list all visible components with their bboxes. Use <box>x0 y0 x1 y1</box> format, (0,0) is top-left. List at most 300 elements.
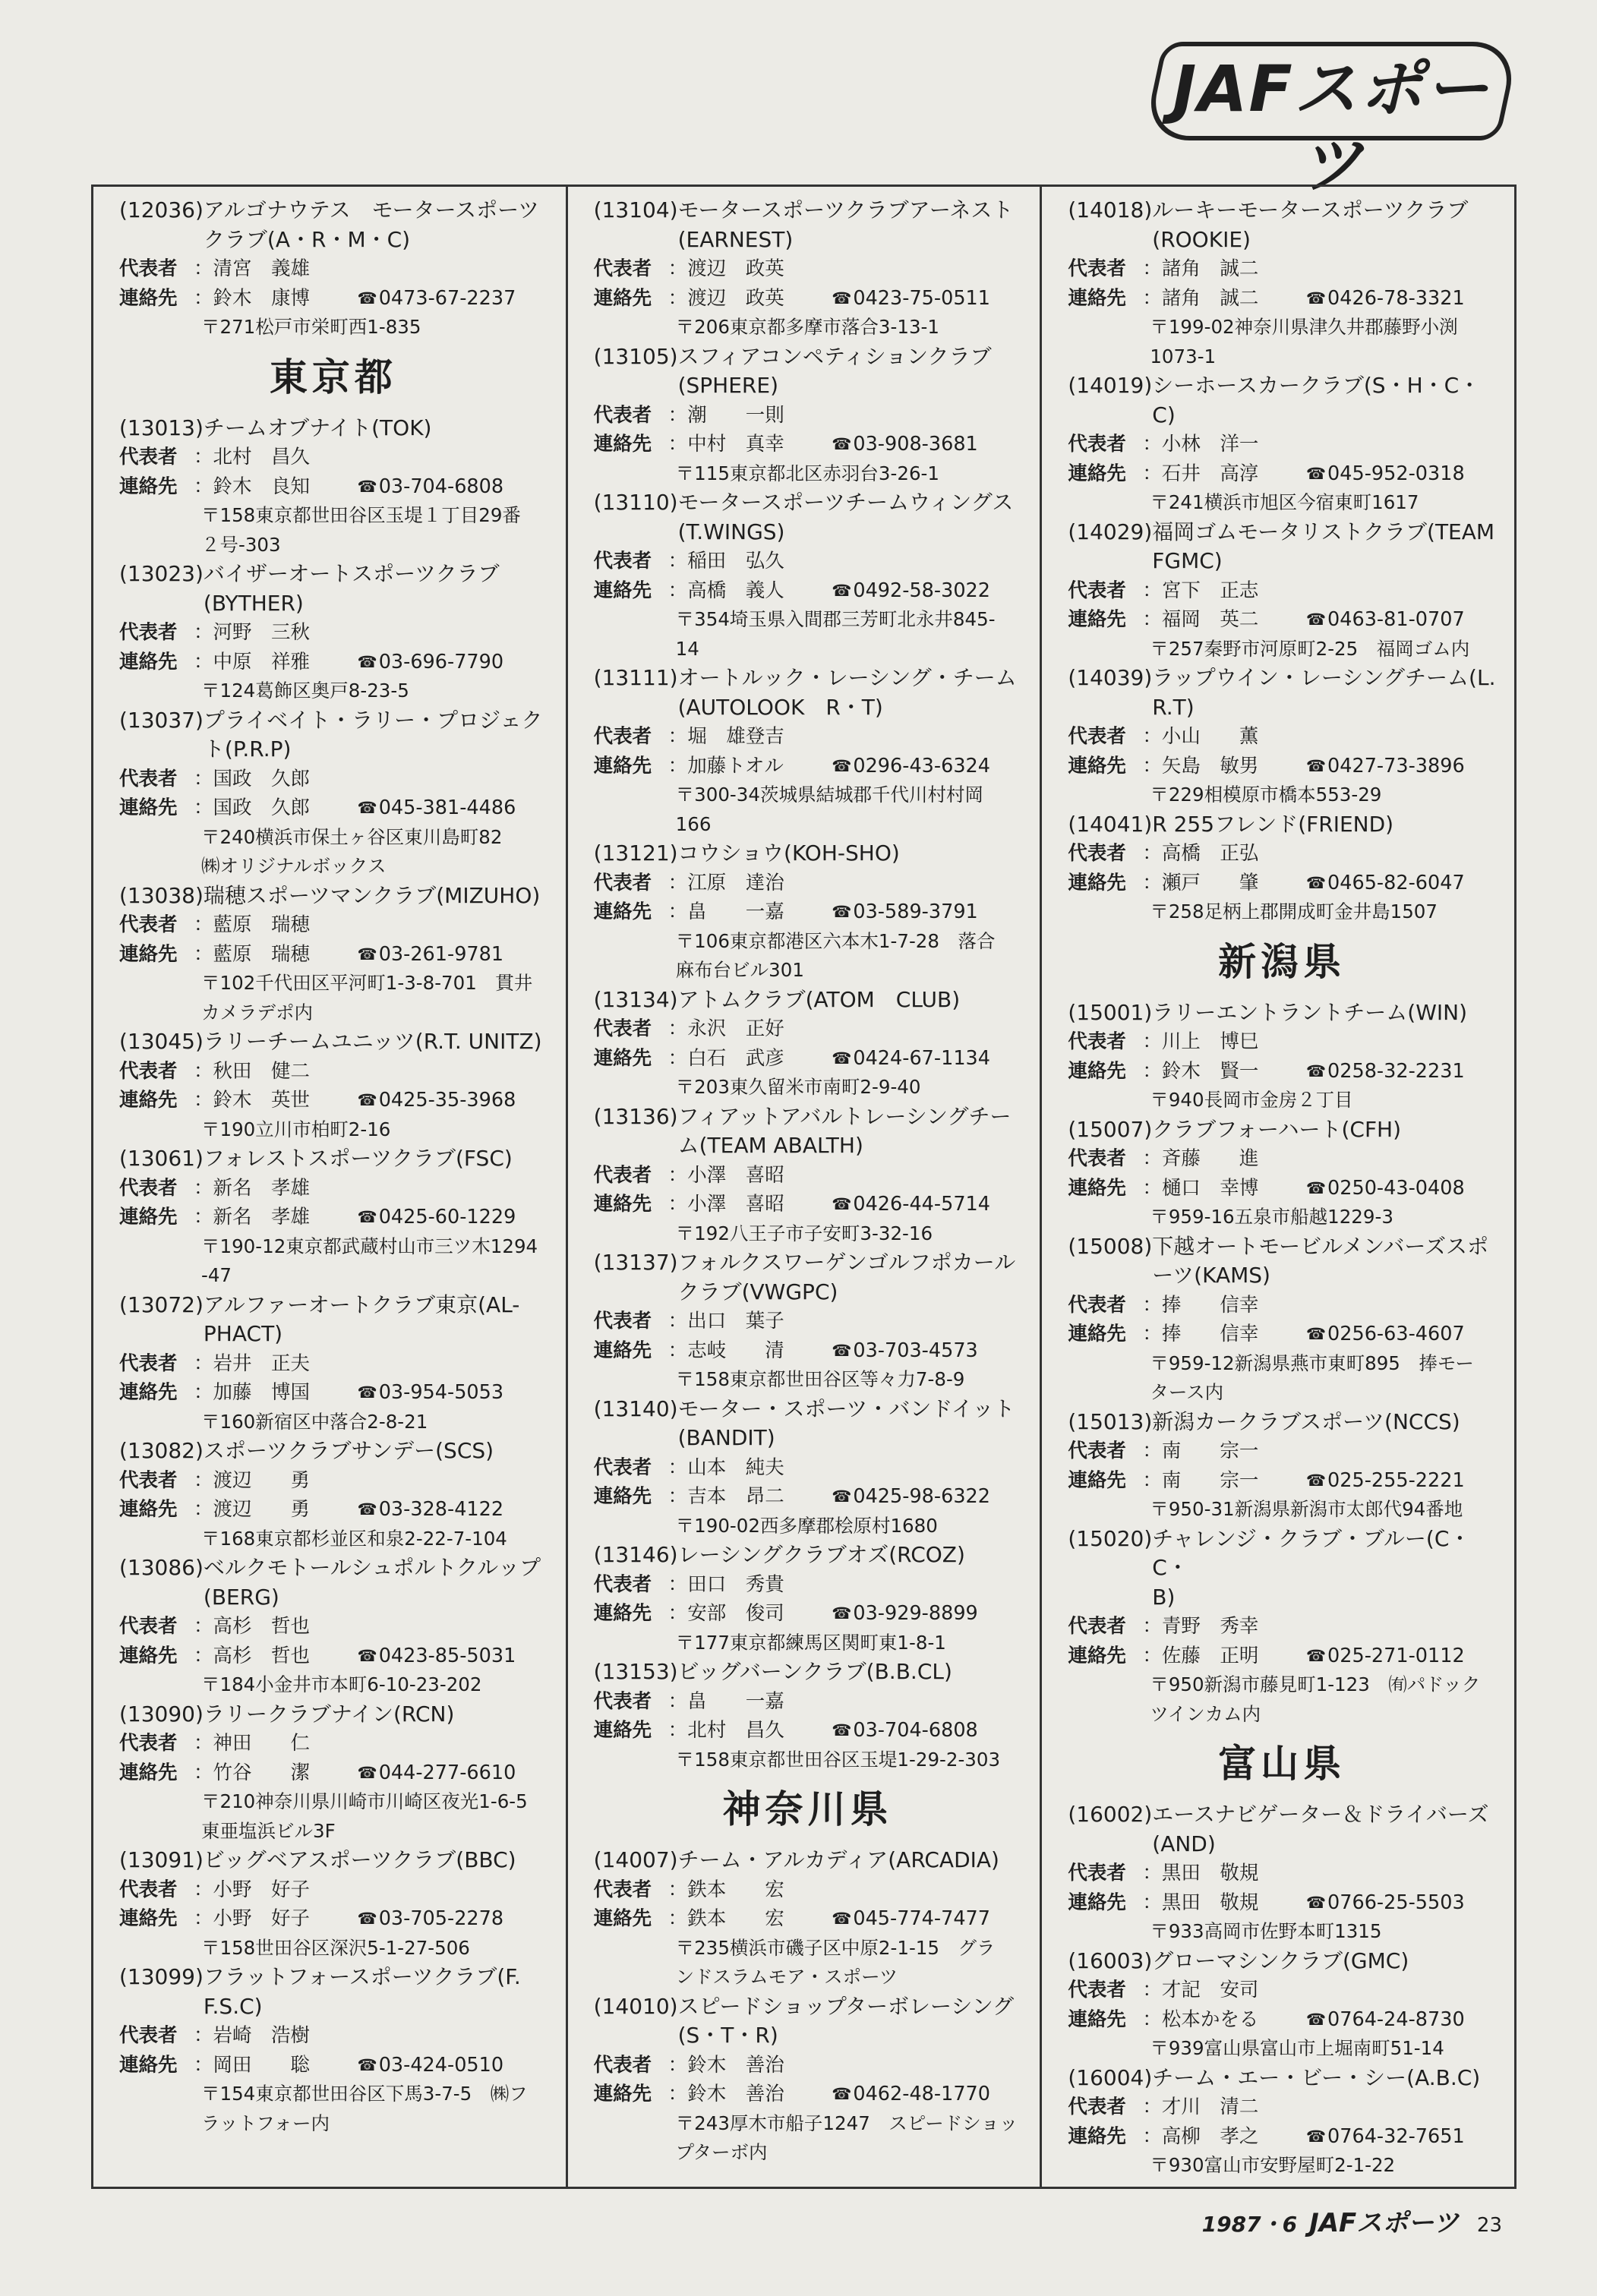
club-name-line <box>1068 1800 1496 1859</box>
postal-address: 〒257秦野市河原町2-25 福岡ゴム内 <box>1150 637 1470 660</box>
club-entry <box>1068 196 1496 371</box>
phone-number: 03-704-6808 <box>378 475 504 498</box>
club-code: (13110) <box>593 490 678 515</box>
club-name: ラリーエントラントチーム(WIN) <box>1152 999 1468 1025</box>
club-name-line <box>119 1144 548 1174</box>
phone-icon: ☎ <box>1305 873 1327 892</box>
contact-row <box>594 1599 1022 1629</box>
phone-icon: ☎ <box>832 1721 852 1739</box>
representative-label: 代表者 <box>119 913 178 936</box>
contact-name: 瀬戸 肇 <box>1161 871 1259 894</box>
contact-row <box>119 2051 548 2080</box>
separator: ： <box>668 1485 688 1508</box>
separator: ： <box>1142 1615 1162 1638</box>
contact-row <box>594 1482 1022 1512</box>
representative-label: 代表者 <box>593 403 652 427</box>
club-name: チーム・アルカディア(ARCADIA) <box>677 1847 999 1872</box>
club-code: (13091) <box>119 1847 204 1872</box>
phone-icon: ☎ <box>832 1910 852 1928</box>
postal-address: 〒959-12新潟県燕市東町895 捧モー タース内 <box>1150 1351 1474 1403</box>
club-name-line <box>119 560 548 618</box>
club-code: (13086) <box>119 1555 204 1580</box>
representative-label: 代表者 <box>1068 1293 1126 1317</box>
club-name: コウショウ(KOH-SHO) <box>677 840 900 866</box>
contact-name: 中原 祥雅 <box>213 650 311 673</box>
club-code: (15001) <box>1068 999 1153 1025</box>
representative-name: 捧 信幸 <box>1161 1293 1259 1317</box>
contact-row <box>594 897 1022 927</box>
phone-icon: ☎ <box>832 581 852 600</box>
contact-row <box>119 1642 548 1671</box>
separator: ： <box>1142 1293 1162 1317</box>
representative-label: 代表者 <box>1068 2096 1126 2118</box>
club-name: エースナビゲーター＆ドライバーズ (AND) <box>1152 1802 1489 1856</box>
contact-row <box>594 284 1022 314</box>
club-code: (13013) <box>119 415 204 440</box>
separator: ： <box>668 754 688 777</box>
column-2 <box>566 187 1040 2187</box>
representative-label: 代表者 <box>1068 1147 1126 1170</box>
contact-label: 連絡先 <box>119 2053 178 2077</box>
representative-row <box>1068 576 1496 606</box>
contact-label: 連絡先 <box>593 1193 652 1216</box>
contact-row <box>119 284 548 314</box>
club-name: 新潟カークラブスポーツ(NCCS) <box>1152 1408 1460 1434</box>
club-name-line <box>1068 2064 1496 2093</box>
club-code: (14007) <box>593 1847 678 1872</box>
representative-label: 代表者 <box>1068 1030 1126 1053</box>
separator: ： <box>668 1456 688 1479</box>
club-name: バイザーオートスポーツクラブ (BYTHER) <box>203 561 500 616</box>
phone-icon: ☎ <box>1305 2010 1327 2029</box>
contact-row <box>119 472 548 502</box>
contact-name: 国政 久郎 <box>213 796 311 819</box>
contact-label: 連絡先 <box>119 1644 178 1667</box>
representative-row <box>119 1466 548 1496</box>
club-entry <box>594 342 1022 489</box>
club-entry <box>119 196 548 342</box>
postal-address: 〒102千代田区平河町1-3-8-701 貫井 カメラデポ内 <box>201 972 533 1023</box>
phone-number: 0427-73-3896 <box>1327 754 1465 777</box>
representative-label: 代表者 <box>593 725 652 748</box>
representative-label: 代表者 <box>119 1351 178 1375</box>
contact-label: 連絡先 <box>1068 286 1126 310</box>
separator: ： <box>668 1017 688 1040</box>
club-name-line <box>1068 1525 1496 1613</box>
phone-icon: ☎ <box>832 2085 852 2103</box>
phone-icon: ☎ <box>1305 610 1327 629</box>
club-name: クラブフォーハート(CFH) <box>1152 1116 1402 1142</box>
contact-label: 連絡先 <box>119 942 178 966</box>
phone-icon: ☎ <box>832 1604 852 1623</box>
contact-label: 連絡先 <box>1068 1176 1126 1200</box>
representative-label: 代表者 <box>593 1017 652 1040</box>
postal-address: 〒203東久留米市南町2-9-40 <box>675 1076 921 1098</box>
club-name-line <box>119 706 548 765</box>
representative-label: 代表者 <box>593 1310 652 1332</box>
separator: ： <box>668 257 688 280</box>
separator: ： <box>194 621 213 644</box>
separator: ： <box>194 913 213 936</box>
postal-address: 〒124葛飾区奥戸8-23-5 <box>201 680 409 702</box>
representative-label: 代表者 <box>119 1059 178 1083</box>
representative-row <box>119 1612 548 1642</box>
club-entry <box>594 1846 1022 1992</box>
club-code: (15008) <box>1068 1233 1153 1259</box>
representative-label: 代表者 <box>593 257 652 280</box>
club-code: (14039) <box>1068 665 1153 690</box>
representative-row <box>1068 1859 1496 1888</box>
club-name-line <box>1068 371 1496 430</box>
separator: ： <box>1142 1030 1162 1053</box>
club-entry <box>119 1291 548 1437</box>
postal-address: 〒240横浜市保土ヶ谷区東川島町82 ㈱オリジナルボックス <box>201 825 503 877</box>
contact-name: 渡辺 政英 <box>687 286 784 310</box>
representative-label: 代表者 <box>119 1176 178 1200</box>
representative-label: 代表者 <box>119 621 178 644</box>
club-entry <box>119 1700 548 1847</box>
contact-name: 高橋 義人 <box>687 579 784 602</box>
postal-address: 〒300-34茨城県結城郡千代川村村岡 166 <box>675 784 983 835</box>
club-name: アトムクラブ(ATOM CLUB) <box>677 986 961 1012</box>
representative-name: 山本 純夫 <box>687 1456 784 1479</box>
representative-label: 代表者 <box>593 1456 652 1479</box>
club-name-line <box>119 1437 548 1466</box>
phone-number: 0296-43-6324 <box>853 754 991 777</box>
club-name: フォルクスワーゲンゴルフポカール クラブ(VWGPC) <box>677 1250 1016 1304</box>
club-name-line <box>119 196 548 254</box>
separator: ： <box>194 257 213 280</box>
separator: ： <box>668 550 688 572</box>
contact-name: 藍原 瑞穂 <box>213 942 311 966</box>
phone-icon: ☎ <box>357 1091 377 1109</box>
separator: ： <box>1142 462 1162 485</box>
contact-row <box>594 430 1022 459</box>
representative-row <box>594 401 1022 430</box>
club-name-line <box>1068 518 1496 576</box>
phone-number: 03-703-4573 <box>853 1339 978 1362</box>
club-name: スフィアコンペティションクラブ (SPHERE) <box>677 343 992 398</box>
separator: ： <box>668 1193 688 1216</box>
club-name-line <box>594 986 1022 1015</box>
contact-label: 連絡先 <box>119 1498 178 1521</box>
club-entry <box>594 488 1022 664</box>
club-code: (13038) <box>119 882 204 908</box>
club-name: フラットフォースポーツクラブ(F. F.S.C) <box>203 1964 521 2019</box>
phone-icon: ☎ <box>357 1646 377 1665</box>
separator: ： <box>1142 579 1162 602</box>
club-name-line <box>119 1963 548 2021</box>
separator: ： <box>668 1689 688 1713</box>
contact-label: 連絡先 <box>1068 1323 1126 1345</box>
separator: ： <box>194 1907 213 1930</box>
contact-row <box>1068 1642 1496 1671</box>
contact-label: 連絡先 <box>593 579 652 602</box>
separator: ： <box>194 1644 213 1667</box>
postal-address: 〒154東京都世田谷区下馬3-7-5 ㈱フ ラットフォー内 <box>201 2083 528 2134</box>
representative-name: 北村 昌久 <box>213 446 311 468</box>
phone-number: 0463-81-0707 <box>1327 608 1465 631</box>
phone-number: 0764-32-7651 <box>1327 2124 1465 2148</box>
contact-label: 連絡先 <box>1068 754 1126 777</box>
representative-row <box>594 1687 1022 1717</box>
club-name-line <box>594 196 1022 254</box>
club-name-line <box>594 664 1022 722</box>
representative-label: 代表者 <box>593 2053 652 2077</box>
club-name: シーホースカークラブ(S・H・C・C) <box>1152 373 1481 427</box>
club-entry <box>1068 1800 1496 1947</box>
postal-address: 〒271松戸市栄町西1-835 <box>201 316 421 338</box>
club-entry <box>119 1144 548 1291</box>
separator: ： <box>194 1059 213 1083</box>
contact-row <box>1068 605 1496 635</box>
postal-address: 〒930富山市安野屋町2-1-22 <box>1150 2154 1396 2176</box>
separator: ： <box>668 871 688 894</box>
contact-row <box>119 1203 548 1232</box>
representative-name: 才川 清二 <box>1161 2096 1259 2118</box>
club-name: ラリーチームユニッツ(R.T. UNITZ) <box>203 1029 542 1054</box>
phone-icon: ☎ <box>832 289 852 308</box>
representative-row <box>119 443 548 472</box>
contact-row <box>1068 2005 1496 2035</box>
representative-row <box>119 1349 548 1379</box>
phone-number: 03-261-9781 <box>378 942 504 966</box>
phone-icon: ☎ <box>357 1500 377 1519</box>
club-entry <box>119 1437 548 1553</box>
club-name-line <box>1068 1408 1496 1437</box>
contact-row <box>594 752 1022 781</box>
contact-name: 鈴木 良知 <box>213 475 311 498</box>
club-entry <box>119 414 548 560</box>
representative-name: 南 宗一 <box>1161 1440 1259 1462</box>
phone-number: 0766-25-5503 <box>1327 1891 1465 1914</box>
contact-name: 竹谷 潔 <box>213 1761 311 1784</box>
postal-address: 〒160新宿区中落合2-8-21 <box>201 1410 428 1433</box>
representative-label: 代表者 <box>1068 579 1126 602</box>
postal-address: 〒190立川市柏町2-16 <box>201 1118 391 1140</box>
representative-row <box>594 1875 1022 1905</box>
contact-name: 志岐 清 <box>687 1339 784 1362</box>
postal-address: 〒158東京都世田谷区玉堤１丁目29番 ２号-303 <box>201 504 521 556</box>
postal-address: 〒235横浜市磯子区中原2-1-15 グラ ンドスラムモア・スポーツ <box>675 1936 996 1988</box>
club-name-line <box>119 1027 548 1057</box>
club-name-line <box>119 1553 548 1612</box>
separator: ： <box>194 1468 213 1492</box>
club-entry <box>594 986 1022 1102</box>
representative-label: 代表者 <box>119 257 178 280</box>
club-code: (12036) <box>119 197 204 222</box>
prefecture-heading: 新潟県 <box>1218 939 1346 984</box>
column-1 <box>93 187 566 2187</box>
phone-icon: ☎ <box>1305 1893 1327 1912</box>
separator: ： <box>194 942 213 966</box>
separator: ： <box>194 1176 213 1200</box>
club-code: (16002) <box>1068 1802 1153 1827</box>
club-name-line <box>594 1541 1022 1570</box>
phone-icon: ☎ <box>1305 1061 1327 1080</box>
representative-row <box>1068 839 1496 869</box>
separator: ： <box>668 2053 688 2077</box>
club-name: ビッグベアスポーツクラブ(BBC) <box>203 1847 516 1872</box>
postal-address: 〒106東京都港区六本木1-7-28 落合 麻布台ビル301 <box>675 929 996 981</box>
postal-address: 〒199-02神奈川県津久井郡藤野小渕 1073-1 <box>1150 316 1458 367</box>
contact-row <box>1068 1320 1496 1349</box>
contact-name: 佐藤 正明 <box>1161 1644 1259 1667</box>
separator: ： <box>668 1310 688 1332</box>
club-name-line <box>594 1992 1022 2051</box>
phone-icon: ☎ <box>357 652 377 671</box>
club-entry <box>594 1992 1022 2168</box>
representative-row <box>1068 1437 1496 1466</box>
phone-number: 0425-35-3968 <box>378 1089 516 1112</box>
representative-label: 代表者 <box>1068 257 1126 280</box>
phone-icon: ☎ <box>1305 2127 1327 2146</box>
postal-address: 〒168東京都杉並区和泉2-22-7-104 <box>201 1527 507 1550</box>
separator: ： <box>194 1089 213 1112</box>
postal-address: 〒229相模原市橋本553-29 <box>1150 784 1382 806</box>
representative-row <box>119 1729 548 1758</box>
representative-name: 河野 三秋 <box>213 621 311 644</box>
contact-name: 捧 信幸 <box>1161 1323 1259 1345</box>
phone-icon: ☎ <box>1305 464 1327 483</box>
representative-name: 小林 洋一 <box>1161 433 1259 456</box>
contact-label: 連絡先 <box>1068 608 1126 631</box>
separator: ： <box>1142 871 1162 894</box>
contact-name: 白石 武彦 <box>687 1046 784 1070</box>
representative-name: 岩井 正夫 <box>213 1351 311 1375</box>
representative-row <box>594 722 1022 752</box>
separator: ： <box>1142 1862 1162 1884</box>
club-name-line <box>1068 998 1496 1028</box>
phone-number: 03-424-0510 <box>378 2053 504 2077</box>
phone-number: 0425-98-6322 <box>853 1485 991 1508</box>
phone-icon: ☎ <box>357 945 377 964</box>
phone-icon: ☎ <box>357 1383 377 1402</box>
contact-name: 加藤 博国 <box>213 1381 311 1404</box>
separator: ： <box>194 650 213 673</box>
separator: ： <box>1142 2007 1162 2031</box>
club-name: 瑞穂スポーツマンクラブ(MIZUHO) <box>203 882 541 908</box>
contact-label: 連絡先 <box>593 1339 652 1362</box>
phone-number: 045-381-4486 <box>378 796 516 819</box>
contact-row <box>119 1758 548 1788</box>
contact-row <box>1068 459 1496 489</box>
separator: ： <box>1142 754 1162 777</box>
contact-name: 鈴木 賢一 <box>1161 1059 1259 1083</box>
footer-magazine-name: JAFスポーツ <box>1309 2208 1459 2238</box>
representative-name: 渡辺 勇 <box>213 1468 311 1492</box>
representative-label: 代表者 <box>593 1163 652 1187</box>
separator: ： <box>1142 1147 1162 1170</box>
contact-row <box>594 1904 1022 1934</box>
representative-name: 永沢 正好 <box>687 1017 784 1040</box>
club-name: ラップウイン・レーシングチーム(L. R.T) <box>1152 665 1496 720</box>
contact-name: 松本かをる <box>1161 2007 1259 2031</box>
separator: ： <box>668 1878 688 1901</box>
contact-label: 連絡先 <box>1068 1059 1126 1083</box>
contact-name: 高柳 孝之 <box>1161 2124 1259 2148</box>
phone-number: 03-954-5053 <box>378 1381 504 1404</box>
separator: ： <box>668 433 688 456</box>
contact-row <box>594 1044 1022 1074</box>
phone-icon: ☎ <box>1305 289 1327 308</box>
contact-label: 連絡先 <box>119 1089 178 1112</box>
phone-icon: ☎ <box>1305 756 1327 775</box>
club-name-line <box>594 839 1022 869</box>
contact-label: 連絡先 <box>119 650 178 673</box>
representative-name: 小澤 喜昭 <box>687 1163 784 1187</box>
representative-row <box>119 910 548 940</box>
postal-address: 〒940長岡市金房２丁目 <box>1150 1089 1353 1111</box>
club-name: ラリークラブナイン(RCN) <box>203 1701 455 1727</box>
representative-name: 鉄本 宏 <box>687 1878 784 1901</box>
separator: ： <box>668 286 688 310</box>
representative-name: 青野 秀幸 <box>1161 1615 1259 1638</box>
club-name: フィアットアバルトレーシングチー ム(TEAM ABALTH) <box>677 1103 1012 1158</box>
contact-name: 吉本 昂二 <box>687 1485 784 1508</box>
club-name: スピードショップターボレーシング (S・T・R) <box>677 1993 1015 2048</box>
representative-name: 清宮 義雄 <box>213 257 311 280</box>
representative-row <box>594 254 1022 284</box>
separator: ： <box>194 1732 213 1755</box>
separator: ： <box>194 1498 213 1521</box>
page-footer <box>1202 2202 1502 2239</box>
club-entry <box>119 1027 548 1144</box>
separator: ： <box>194 286 213 310</box>
club-name: ルーキーモータースポーツクラブ (ROOKIE) <box>1152 197 1469 252</box>
representative-label: 代表者 <box>119 1732 178 1755</box>
club-entry <box>594 839 1022 986</box>
phone-number: 03-328-4122 <box>378 1498 504 1521</box>
representative-label: 代表者 <box>1068 1440 1126 1462</box>
club-entry <box>1068 2064 1496 2181</box>
representative-row <box>1068 1976 1496 2005</box>
club-name: フォレストスポーツクラブ(FSC) <box>203 1146 513 1171</box>
representative-label: 代表者 <box>119 1878 178 1901</box>
contact-name: 鈴木 康博 <box>213 286 311 310</box>
club-code: (15013) <box>1068 1408 1153 1434</box>
contact-row <box>1068 1174 1496 1203</box>
club-name: オートルック・レーシング・チーム (AUTOLOOK R・T) <box>677 665 1017 720</box>
separator: ： <box>194 1351 213 1375</box>
contact-label: 連絡先 <box>1068 2124 1126 2148</box>
contact-name: 南 宗一 <box>1161 1468 1259 1492</box>
phone-number: 0424-67-1134 <box>853 1046 991 1070</box>
representative-label: 代表者 <box>593 871 652 894</box>
club-name: モータースポーツチームウィングス (T.WINGS) <box>677 490 1014 544</box>
club-name: ビッグバーンクラブ(B.B.CL) <box>677 1659 952 1684</box>
contact-label: 連絡先 <box>119 1761 178 1784</box>
phone-number: 0764-24-8730 <box>1327 2007 1465 2031</box>
club-entry <box>119 706 548 882</box>
club-name-line <box>119 1846 548 1875</box>
representative-name: 川上 博巳 <box>1161 1030 1259 1053</box>
club-code: (14018) <box>1068 197 1153 222</box>
contact-row <box>119 648 548 677</box>
contact-label: 連絡先 <box>593 1907 652 1930</box>
separator: ： <box>194 446 213 468</box>
directory-frame <box>91 184 1517 2189</box>
club-entry <box>1068 1408 1496 1525</box>
phone-number: 0425-60-1229 <box>378 1206 516 1228</box>
contact-name: 新名 孝雄 <box>213 1206 311 1228</box>
club-code: (13090) <box>119 1701 204 1727</box>
club-entry <box>119 882 548 1028</box>
phone-icon: ☎ <box>357 289 377 308</box>
postal-address: 〒950新潟市藤見町1-123 ㈲パドック ツインカム内 <box>1150 1673 1481 1725</box>
magazine-logo <box>1153 42 1510 202</box>
representative-label: 代表者 <box>1068 1979 1126 2001</box>
